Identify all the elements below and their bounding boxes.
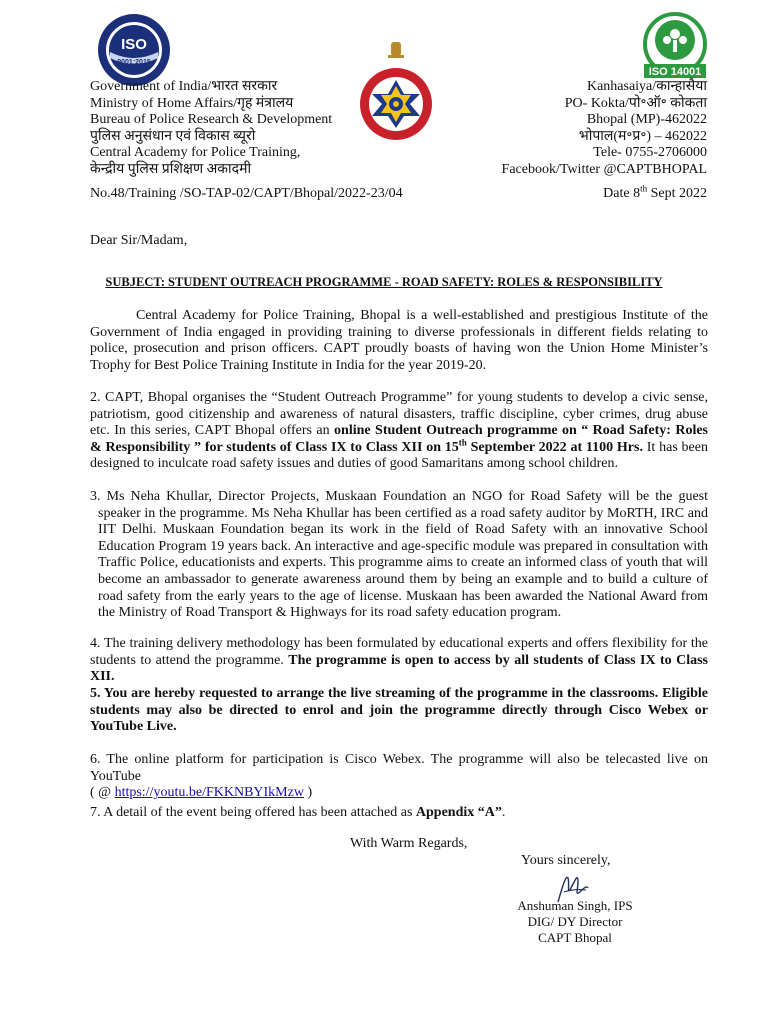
date-suffix: Sept 2022 [647,186,707,201]
iso-left-number: 9001:2015 [117,59,151,66]
header-line: Kanhasaiya/कान्हासैया [586,79,707,94]
iso-left-text: ISO [121,36,147,53]
header-line: भोपाल(म॰प्र॰) – 462022 [578,128,707,144]
letter-date [603,183,707,202]
iso-9001-logo [96,12,172,88]
signatory-name: Anshuman Singh, IPS [517,898,633,913]
header-line: Tele- 0755-2706000 [593,145,707,160]
p2-text: 2. CAPT, Bhopal organises the “Student Outreach Programme” for young students to develop a civic sense, patriotism, good citizenship and awareness of natural disasters, traffic discipline, cyber crimes, drug abuse etc. In this series, CAPT Bhopal offers an [90,390,708,439]
paragraph-3: 3. Ms Neha Khullar, Director Projects, Muskaan Foundation an NGO for Road Safety will be the guest speaker in the programme. Ms Neha Khullar has been certified as a road safety auditor by MoRTH, IRC and IIT Delhi. Muskaan Foundation began its work in the field of Road Safety with an innovative School Education Program 19 years back. An interactive and age-specific module was prepared in consultation with Traffic Police, educationists and experts. This programme aims to create an informed class of youth that will become an ambassador to generate awareness around them by being an example and to build a culture of road safety from the early years to the age of license. Muskaan has been awarded the National Award from the Ministry of Road Transport & Highways for its road safety education program. [90,489,708,621]
header-line: PO- Kokta/पो॰ऑ॰ कोकता [564,95,707,111]
signatory-designation: DIG/ DY Director [527,914,623,929]
valediction: Yours sincerely, [521,853,611,868]
p6-text: 6. The online platform for participation is Cisco Webex. The programme will also be telecasted live on YouTube [90,752,708,784]
header-line: Bhopal (MP)-462022 [586,112,707,127]
signatory-block [500,898,650,946]
iso-right-text: ISO 14001 [648,66,702,78]
subject-line: SUBJECT: STUDENT OUTREACH PROGRAMME - ROAD SAFETY: ROLES & RESPONSIBILITY [105,275,663,289]
sender-address-right [502,79,707,178]
iso-14001-seal-icon [636,12,714,82]
salutation: Dear Sir/Madam, [90,233,188,248]
capt-crest-logo [352,38,440,144]
paragraph-5: 5. You are hereby requested to arrange the live streaming of the programme in the classrooms. Eligible students may also be directed to enrol and join the programme directly through Cisco Webex or YouTube Live. [90,686,708,735]
p7-text: 7. A detail of the event being offered has been attached as [90,805,416,820]
signatory-office: CAPT Bhopal [538,930,612,945]
paragraph-7 [90,805,708,822]
appendix-reference: Appendix “A” [415,805,502,820]
paragraph-1: Central Academy for Police Training, Bhopal is a well-established and prestigious Institute of the Government of India engaged in providing training to diverse professionals in different fields relating to police, prosecution and prison officers. CAPT proudly boasts of having won the Union Home Minister’s Trophy for Best Police Training Institute in India for the year 2019-20. [90,308,708,373]
p7-end: . [501,805,506,820]
header-line: Ministry of Home Affairs/गृह मंत्रालय [90,95,294,111]
p6-open: ( @ [90,785,115,801]
date-ordinal: th [640,183,648,194]
youtube-link[interactable]: https://youtu.be/FKKNBYIkMzw [114,785,304,801]
p4-bold: The programme is open to access by all students of Class IX to Class XII. [90,652,709,685]
header-line: Bureau of Police Research & Development [90,112,333,127]
capt-crest-icon [352,38,440,144]
paragraph-4 [90,636,708,686]
paragraph-2 [90,390,708,473]
header-line: Government of India/भारत सरकार [90,79,278,94]
header-line: Central Academy for Police Training, [90,145,301,160]
p4-text: 4. The training delivery methodology has been formulated by educational experts and offers flexibility for the students to attend the programme. [90,636,708,668]
iso-14001-logo [636,12,714,82]
reference-number: No.48/Training /SO-TAP-02/CAPT/Bhopal/2022-23/04 [90,186,403,201]
date-prefix: Date 8 [603,186,641,201]
p2-bold-time: September 2022 at 1100 Hrs. [466,439,643,455]
p2-bold: online Student Outreach programme on “ Road Safety: Roles & Responsibility ” for students of Class IX to Class XII on 15 [90,423,709,455]
paragraph-6 [90,752,708,802]
p2-text-end: It has been designed to inculcate road safety issues and duties of good Samaritans among school children. [90,439,708,472]
header-line: Facebook/Twitter @CAPTBHOPAL [501,161,707,177]
header-line: पुलिस अनुसंधान एवं विकास ब्यूरो [90,128,256,144]
p6-close: ) [303,785,313,801]
iso-9001-seal-icon [96,12,172,88]
header-line: केन्द्रीय पुलिस प्रशिक्षण अकादमी [90,161,252,177]
sender-address-left [90,79,332,178]
p2-ordinal: th [458,437,467,448]
closing-line: With Warm Regards, [350,836,468,851]
